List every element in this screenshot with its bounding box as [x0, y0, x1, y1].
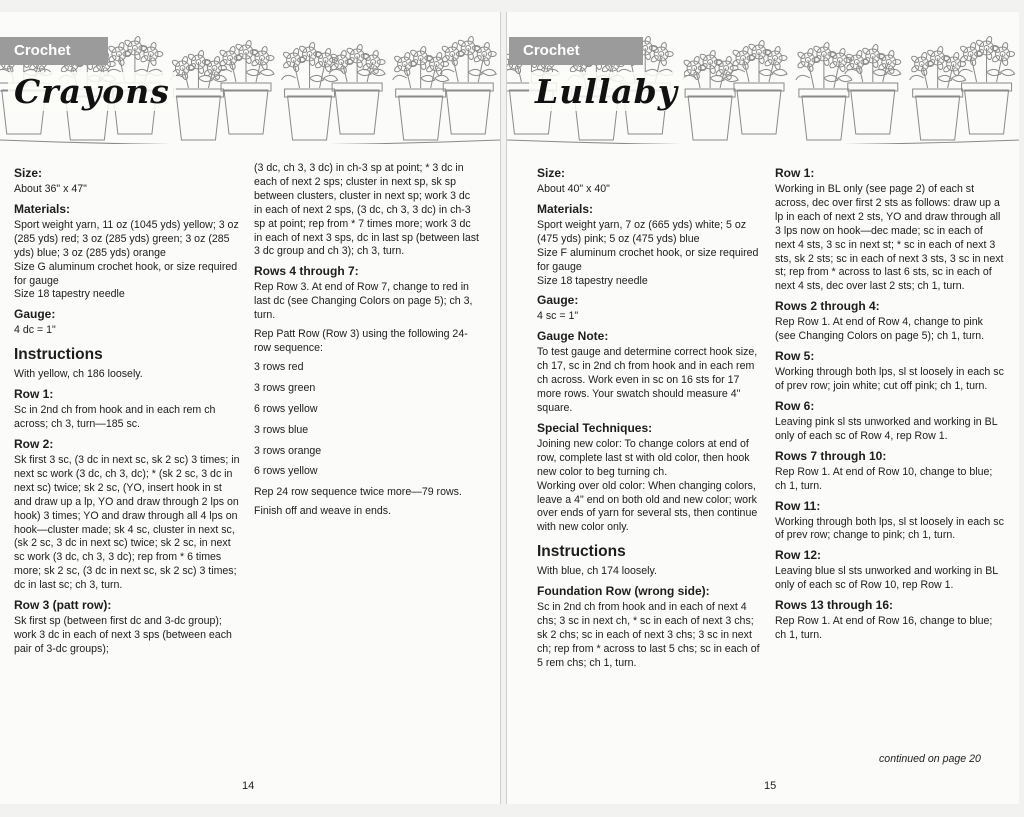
- rep-patt-text: Rep Patt Row (Row 3) using the following 24-row sequence:: [254, 328, 468, 354]
- foundation-row-text: Sc in 2nd ch from hook and in each of next 4 chs; 3 sc in next ch, * sc in each of next 3 chs; sk 2 chs; sc in each of next 3 chs; 3 sc in next ch; rep from * across to last 5 chs; sc in each of 5 rem chs; ch 1, turn.: [537, 601, 760, 669]
- materials-needle: Size 18 tapestry needle: [14, 288, 125, 301]
- flower-pot-icon: [170, 50, 226, 140]
- left-page: [0, 12, 501, 804]
- row2-heading: Row 2:: [14, 436, 54, 451]
- materials-needle: Size 18 tapestry needle: [537, 274, 648, 287]
- right-column-2: [775, 162, 1005, 648]
- flower-pot-icon: [329, 44, 385, 134]
- rep24-text: Rep 24 row sequence twice more—79 rows.: [254, 486, 462, 499]
- sequence-item: 3 rows red: [254, 360, 304, 373]
- row6-heading: Row 6:: [775, 398, 815, 413]
- row3-heading: Row 3 (patt row):: [14, 598, 112, 613]
- gauge-text: 4 dc = 1": [14, 324, 56, 337]
- materials-text: Sport weight yarn, 7 oz (665 yds) white; 5 oz (475 yds) pink; 5 oz (475 yds) blue: [537, 218, 747, 245]
- row3-text: Sk first sp (between first dc and 3-dc group); work 3 dc in each of next 3 sps (between each pair of 3-dc groups);: [14, 615, 232, 655]
- sequence-item: 3 rows orange: [254, 444, 322, 457]
- flower-pot-header: [507, 12, 1019, 144]
- sequence-item: 6 rows yellow: [254, 402, 318, 415]
- flower-pot-icon: [282, 42, 338, 140]
- row12-heading: Row 12:: [775, 548, 822, 563]
- category-tag: Crochet: [509, 37, 643, 65]
- finish-text: Finish off and weave in ends.: [254, 505, 392, 518]
- materials-hook: Size G aluminum crochet hook, or size required for gauge: [14, 260, 238, 287]
- instructions-heading: Instructions: [14, 346, 103, 364]
- special-working-text: Working over old color: When changing colors, leave a 4" end on both old and new color; work over ends of yarn for several sts, then continue with new color only.: [537, 479, 758, 534]
- special-joining-text: Joining new color: To change colors at end of row, complete last st with old color, then hook new color to beg turning ch.: [537, 437, 750, 478]
- row12-text: Leaving blue sl sts unworked and working in BL only of each sc of Row 10, rep Row 1.: [775, 565, 998, 592]
- flower-pot-icon: [910, 46, 966, 140]
- row6-text: Leaving pink sl sts unworked and working in BL only of each sc of Row 4, rep Row 1.: [775, 415, 998, 442]
- flower-pot-icon: [440, 36, 496, 134]
- rows13-16-heading: Rows 13 through 16:: [775, 598, 894, 613]
- left-column-1: [14, 162, 242, 662]
- rows2-4-text: Rep Row 1. At end of Row 4, change to pink (see Changing Colors on page 5); ch 1, turn.: [775, 316, 985, 343]
- row-sequence-list: [254, 361, 480, 479]
- flower-pot-icon: [845, 44, 901, 134]
- materials-hook: Size F aluminum crochet hook, or size required for gauge: [537, 246, 759, 273]
- sequence-item: 3 rows blue: [254, 423, 309, 436]
- continued-note: continued on page 20: [879, 753, 981, 765]
- pattern-title: Lullaby: [529, 72, 684, 111]
- flower-pot-icon: [393, 46, 449, 140]
- gauge-text: 4 sc = 1": [537, 310, 579, 323]
- page-number: 15: [764, 780, 777, 792]
- gauge-heading: Gauge:: [14, 307, 56, 322]
- row11-heading: Row 11:: [775, 498, 821, 513]
- size-text: About 40" x 40": [537, 183, 610, 195]
- rows4-7-text: Rep Row 3. At end of Row 7, change to red in last dc (see Changing Colors on page 5); ch 3, turn.: [254, 281, 473, 322]
- left-column-2: [254, 162, 480, 524]
- category-tag: Crochet: [0, 37, 108, 65]
- row5-text: Working through both lps, sl st loosely in each sc of prev row; join white; cut off pink; ch 1, turn.: [775, 366, 1004, 392]
- right-column-1: [537, 162, 761, 676]
- right-page: [506, 12, 1019, 804]
- row1-text: Working in BL only (see page 2) of each st across, dec over first 2 sts as follows: draw up a lp in each of next 2 sts, YO and draw through all 3 lps now on hook—dec made; sc in each of next 4 sts, 3 sc in next st; * sc in each of next 3 sts, sk 2 sts; sc in each of next 3 sts, 3 sc in next st; rep from * across to last 6 sts, sc in each of next 4 sts, dec over last 2 sts; ch 1, turn.: [775, 183, 1004, 293]
- row1-heading: Row 1:: [14, 387, 54, 402]
- gauge-heading: Gauge:: [537, 293, 579, 308]
- rows4-7-heading: Rows 4 through 7:: [254, 264, 359, 279]
- row1-text: Sc in 2nd ch from hook and in each rem ch across; ch 3, turn—185 sc.: [14, 404, 216, 431]
- rows2-4-heading: Rows 2 through 4:: [775, 299, 880, 314]
- size-text: About 36" x 47": [14, 183, 87, 195]
- special-techniques-heading: Special Techniques:: [537, 420, 653, 435]
- gauge-note-text: To test gauge and determine correct hook size, ch 17, sc in 2nd ch from hook and in each rem ch across. Work even in sc on 16 sts for 17 more rows. Your swatch should measure 4" square.: [537, 346, 758, 414]
- sequence-item: 3 rows green: [254, 381, 316, 394]
- size-heading: Size:: [537, 166, 566, 180]
- materials-heading: Materials:: [14, 201, 71, 216]
- flower-pot-icon: [959, 36, 1015, 134]
- pattern-title: Crayons: [8, 72, 176, 111]
- row5-heading: Row 5:: [775, 349, 815, 364]
- flower-pot-icon: [731, 40, 787, 134]
- instructions-text: With yellow, ch 186 loosely.: [14, 368, 143, 381]
- row11-text: Working through both lps, sl st loosely in each sc of prev row; change to pink; ch 1, turn.: [775, 515, 1004, 542]
- row2-text: Sk first 3 sc, (3 dc in next sc, sk 2 sc) 3 times; in next sc work (3 dc, ch 3, dc); * (sk 2 sc, 3 dc in next sc) twice; sk 2 sc, (YO, insert hook in st and draw up a lp, YO and draw through 2 lps on hook) 3 times; YO and draw through all 4 lps on hook—cluster made; sk 4 sc, cluster in next sc, (sk 2 sc, 3 dc in next sc) twice; sk 2 sc, in next sc work (3 dc, ch 3, 3 dc); rep from * 6 times more; sk 2 sc, (3 dc in next sc, sk 2 sc) 3 times; dc in last sc; ch 3, turn.: [14, 453, 240, 592]
- row1-heading: Row 1:: [775, 166, 815, 180]
- flower-pot-icon: [218, 40, 274, 134]
- page-number: 14: [242, 780, 255, 792]
- materials-text: Sport weight yarn, 11 oz (1045 yds) yellow; 3 oz (285 yds) red; 3 oz (285 yds) green; 3 oz (285 yds) blue; 3 oz (285 yds) orange: [14, 218, 239, 259]
- rows13-16-text: Rep Row 1. At end of Row 16, change to blue; ch 1, turn.: [775, 615, 993, 642]
- gauge-note-heading: Gauge Note:: [537, 329, 609, 344]
- rows7-10-heading: Rows 7 through 10:: [775, 448, 887, 463]
- flower-pot-header: [0, 12, 500, 144]
- flower-pot-icon: [682, 50, 738, 140]
- materials-heading: Materials:: [537, 201, 594, 216]
- sequence-item: 6 rows yellow: [254, 465, 318, 478]
- instructions-heading: Instructions: [537, 543, 626, 561]
- rows7-10-text: Rep Row 1. At end of Row 10, change to blue; ch 1, turn.: [775, 465, 993, 492]
- foundation-row-heading: Foundation Row (wrong side):: [537, 584, 710, 599]
- instructions-text: With blue, ch 174 loosely.: [537, 565, 657, 578]
- row3-continued: (3 dc, ch 3, 3 dc) in ch-3 sp at point; * 3 dc in each of next 2 sps; cluster in next sp, sk sp between clusters, cluster in next sp; work 3 dc in each of next 2 sps, (3 dc, ch 3, 3 dc) in ch-3 sp at point; rep from * 7 times more; work 3 dc in each of next 3 sps, dc in last sp (between last 3 dc group and ch 3); ch 3, turn.: [254, 162, 479, 258]
- size-heading: Size:: [14, 166, 43, 180]
- flower-pot-icon: [796, 42, 852, 140]
